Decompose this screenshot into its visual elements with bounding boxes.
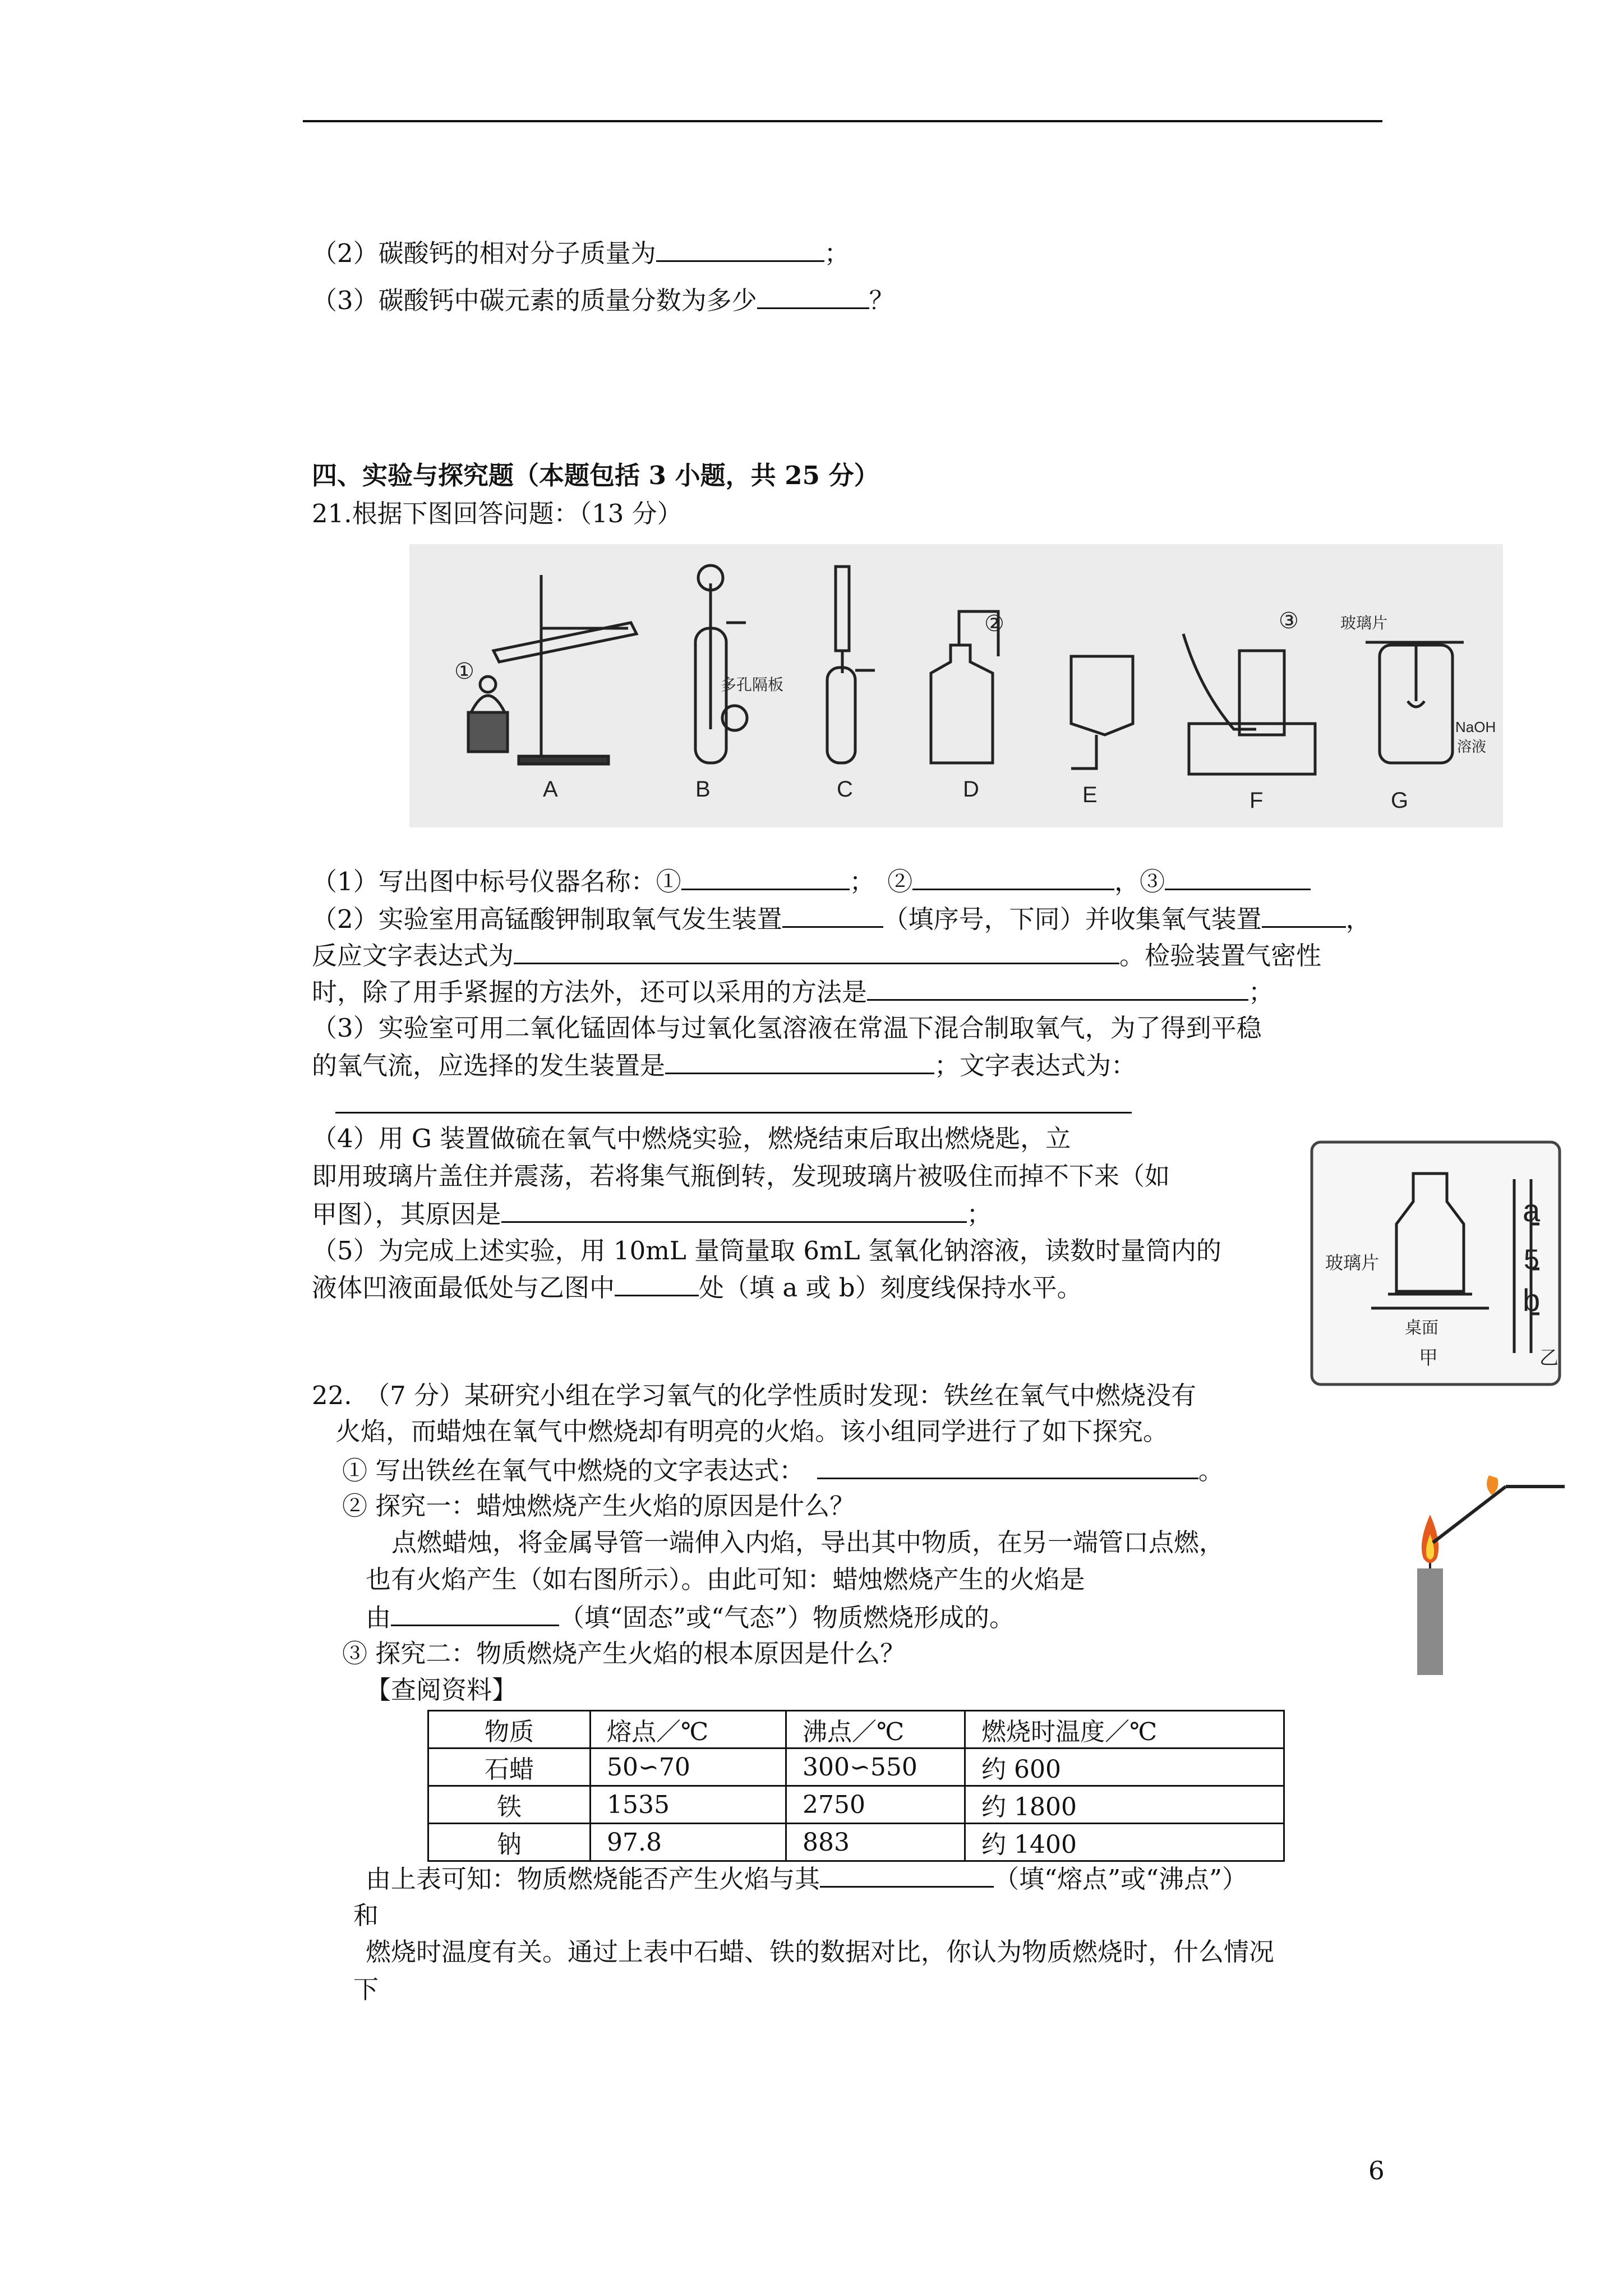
page-number: 6 (1368, 2156, 1385, 2185)
table-label: 桌面 (1405, 1319, 1438, 1337)
table-header: 燃烧时温度／℃ (965, 1711, 1284, 1749)
q22-conclusion: 由上表可知：物质燃烧能否产生火焰与其 （填“熔点”或“沸点”） (366, 1861, 1247, 1896)
marker-3: ③ (1279, 609, 1299, 633)
header-rule (303, 120, 1382, 122)
label-a: A (543, 777, 558, 802)
candle-figure (1402, 1470, 1570, 1677)
answer-blank[interactable] (1165, 864, 1311, 890)
q22-step2: ② 探究一：蜡烛燃烧产生火焰的原因是什么？ (342, 1491, 855, 1521)
glass-plate-label: 玻璃片 (1340, 614, 1388, 632)
table-cell: 2750 (786, 1786, 965, 1824)
table-cell: 约 1800 (965, 1786, 1284, 1824)
q20-part2: （2）碳酸钙的相对分子质量为 ； (312, 236, 850, 270)
side-figure (1310, 1140, 1562, 1387)
porous-plate-label: 多孔隔板 (721, 676, 784, 693)
q22-conclusion-wrap2: 下 (353, 1975, 379, 2004)
q21-part5: （5）为完成上述实验，用 10mL 量筒量取 6mL 氢氧化钠溶液，读数时量筒内的 (312, 1236, 1221, 1266)
table-header-row (428, 1711, 1284, 1749)
answer-blank[interactable] (820, 1861, 994, 1888)
answer-blank[interactable] (656, 236, 824, 262)
answer-blank[interactable] (514, 938, 1119, 964)
apparatus-figure (409, 544, 1503, 827)
table-cell: 约 1400 (965, 1824, 1284, 1861)
q21-part3-line2: 的氧气流，应选择的发生装置是 ；文字表达式为： (312, 1048, 1136, 1083)
q21-part1: （1）写出图中标号仪器名称：① ； ② ，③ (312, 864, 1311, 899)
table-header: 物质 (428, 1711, 591, 1749)
jia-label: 甲 (1419, 1347, 1438, 1369)
table-cell: 1535 (591, 1786, 786, 1824)
answer-blank[interactable] (391, 1600, 559, 1626)
q22-step3: ③ 探究二：物质燃烧产生火焰的根本原因是什么？ (342, 1639, 906, 1668)
answer-blank[interactable] (912, 864, 1114, 890)
table-cell: 97.8 (591, 1824, 786, 1861)
label-b: B (695, 777, 711, 802)
table-cell: 300∽550 (786, 1749, 965, 1786)
answer-blank[interactable] (501, 1197, 967, 1223)
q21-part4: （4）用 G 装置做硫在氧气中燃烧实验，燃烧结束后取出燃烧匙，立 (312, 1124, 1071, 1153)
table-cell: 石蜡 (428, 1749, 591, 1786)
answer-blank[interactable] (782, 901, 883, 928)
table-cell: 约 600 (965, 1749, 1284, 1786)
table-cell: 钠 (428, 1824, 591, 1861)
q21-stem: 21.根据下图回答问题：（13 分） (312, 499, 683, 528)
table-cell: 50∽70 (591, 1749, 786, 1786)
table-row (428, 1786, 1284, 1824)
q22-conclusion-wrap: 和 (353, 1901, 379, 1930)
answer-blank[interactable] (681, 864, 850, 890)
answer-line[interactable] (335, 1112, 1132, 1114)
table-cell: 883 (786, 1824, 965, 1861)
label-d: D (963, 777, 979, 802)
q22-step2-line3: 也有火焰产生（如右图所示）。由此可知：蜡烛燃烧产生的火焰是 (366, 1565, 1085, 1594)
q21-part5-line2: 液体凹液面最低处与乙图中 处（填 a 或 b）刻度线保持水平。 (312, 1270, 1082, 1305)
table-cell: 铁 (428, 1786, 591, 1824)
naoh-label: NaOH (1455, 719, 1496, 735)
table-header: 熔点／℃ (591, 1711, 786, 1749)
label-g: G (1391, 788, 1409, 813)
yi-label: 乙 (1539, 1347, 1559, 1369)
label-c: C (837, 777, 853, 802)
q21-part3: （3）实验室可用二氧化锰固体与过氧化氢溶液在常温下混合制取氧气，为了得到平稳 (312, 1013, 1262, 1043)
answer-blank[interactable] (867, 974, 1248, 1001)
q22-reference: 【查阅资料】 (366, 1675, 518, 1705)
q22-stem-line2: 火焰，而蜡烛在氧气中燃烧却有明亮的火焰。该小组同学进行了如下探究。 (335, 1416, 1169, 1446)
marker-2: ② (984, 611, 1004, 636)
answer-blank[interactable] (757, 283, 869, 309)
table-row (428, 1824, 1284, 1861)
q21-part4-line2: 即用玻璃片盖住并震荡，若将集气瓶倒转，发现玻璃片被吸住而掉不下来（如 (312, 1161, 1170, 1191)
q22-conclusion-line2: 燃烧时温度有关。通过上表中石蜡、铁的数据对比，你认为物质燃烧时，什么情况 (366, 1937, 1275, 1967)
answer-blank[interactable] (615, 1270, 699, 1296)
answer-blank[interactable] (817, 1453, 1198, 1479)
q20-part3: （3）碳酸钙中碳元素的质量分数为多少 ？ (312, 283, 895, 318)
label-f: F (1249, 788, 1264, 813)
melting-boiling-table (427, 1710, 1285, 1862)
q22-step1: ① 写出铁丝在氧气中燃烧的文字表达式： 。 (342, 1453, 1224, 1488)
scale-5: 5 (1524, 1244, 1539, 1275)
table-header: 沸点／℃ (786, 1711, 965, 1749)
scale-a: a (1523, 1193, 1541, 1228)
q21-part4-line3: 甲图），其原因是 ； (312, 1197, 992, 1231)
q22-step2-line4: 由 （填“固态”或“气态”）物质燃烧形成的。 (366, 1600, 1015, 1635)
table-row (428, 1749, 1284, 1786)
marker-1: ① (454, 659, 474, 684)
label-e: E (1082, 783, 1098, 807)
q21-part2: （2）实验室用高锰酸钾制取氧气发生装置 （填序号，下同）并收集氧气装置 ， (312, 901, 1371, 936)
scale-b: b (1523, 1282, 1541, 1318)
answer-blank[interactable] (665, 1048, 934, 1074)
q22-stem: 22. （7 分）某研究小组在学习氧气的化学性质时发现：铁丝在氧气中燃烧没有 (312, 1381, 1197, 1410)
q21-part2-line2: 反应文字表达式为 。检验装置气密性 (312, 938, 1321, 973)
naoh-label-2: 溶液 (1457, 738, 1487, 755)
q22-step2-line2: 点燃蜡烛，将金属导管一端伸入内焰，导出其中物质，在另一端管口点燃， (391, 1527, 1225, 1557)
q21-part2-line3: 时，除了用手紧握的方法外，还可以采用的方法是 ； (312, 974, 1274, 1009)
answer-blank[interactable] (1262, 901, 1346, 928)
section-title: 四、实验与探究题（本题包括 3 小题，共 25 分） (312, 461, 879, 490)
glass-plate-label: 玻璃片 (1325, 1253, 1380, 1273)
